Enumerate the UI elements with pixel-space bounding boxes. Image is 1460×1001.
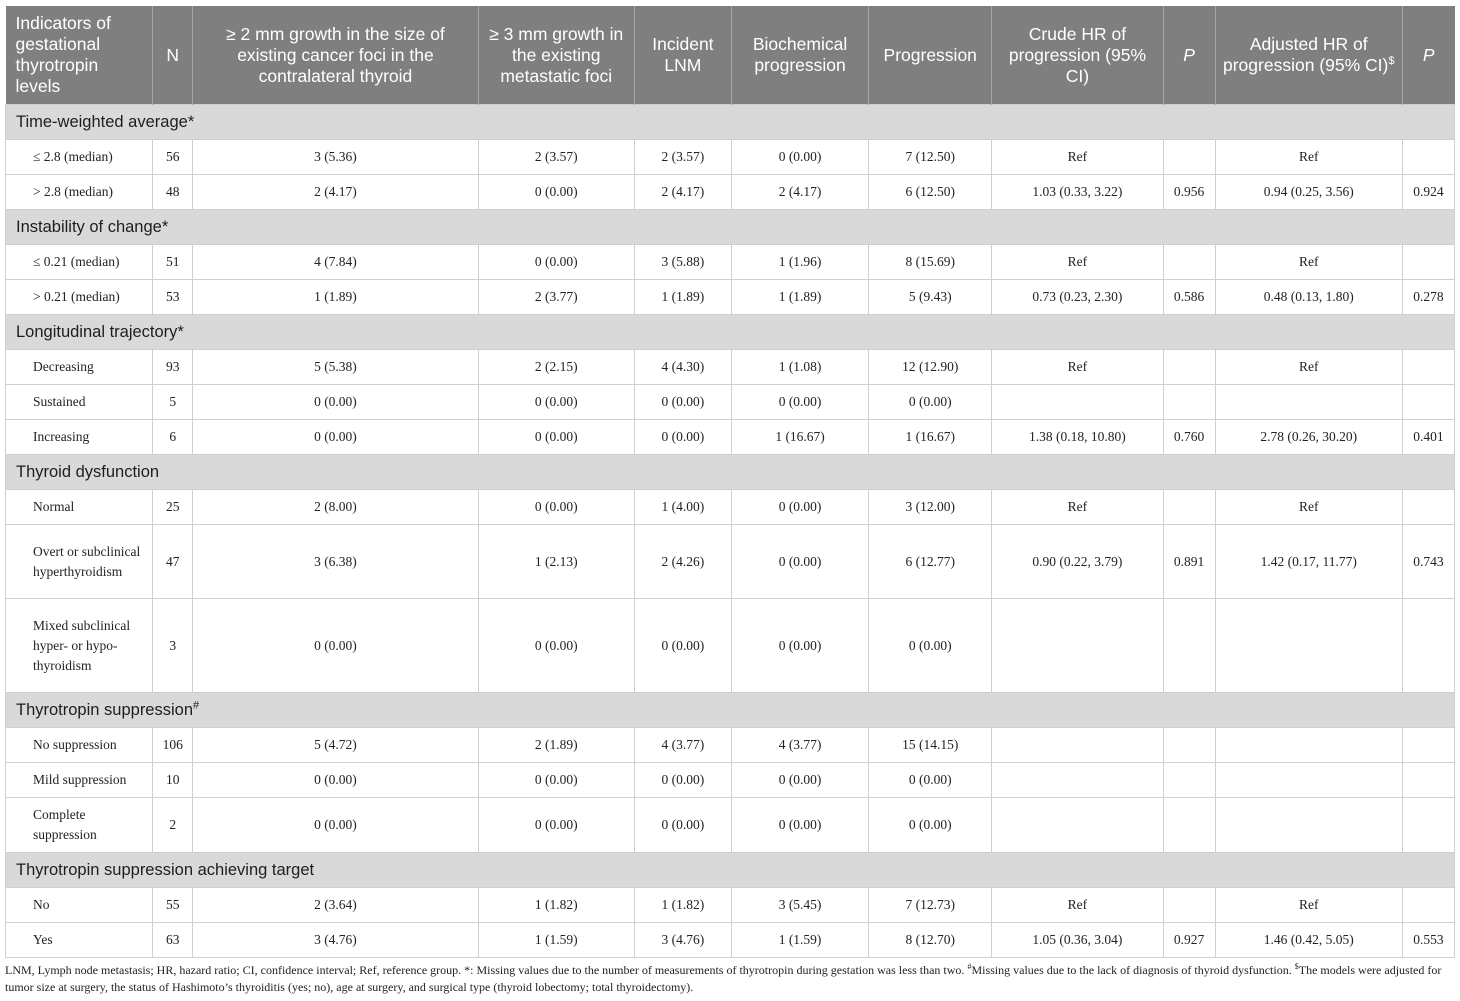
cell-bio: 0 (0.00) [731,385,868,420]
cell-n: 2 [153,798,193,853]
cell-p2: 0.924 [1402,175,1454,210]
cell-crude: Ref [992,140,1163,175]
header-p-adjusted: P [1402,6,1454,105]
cell-n: 106 [153,728,193,763]
section-row-dysfunction [6,455,1455,490]
cell-adj: Ref [1215,888,1402,923]
table-row [6,888,1455,923]
cell-bio: 4 (3.77) [731,728,868,763]
cell-g3: 1 (1.82) [478,888,634,923]
cell-g3: 2 (1.89) [478,728,634,763]
cell-n: 53 [153,280,193,315]
header-progression: Progression [869,6,992,105]
table-row [6,763,1455,798]
cell-g2: 0 (0.00) [193,599,478,693]
cell-label: > 2.8 (median) [6,175,153,210]
cell-crude [992,385,1163,420]
cell-label: Overt or subclinical hyperthyroidism [6,525,153,599]
cell-adj: Ref [1215,350,1402,385]
cell-bio: 2 (4.17) [731,175,868,210]
cell-adj: 0.48 (0.13, 1.80) [1215,280,1402,315]
cell-prog: 8 (12.70) [869,923,992,958]
cell-bio: 0 (0.00) [731,763,868,798]
cell-n: 63 [153,923,193,958]
cell-lnm: 0 (0.00) [634,798,731,853]
header-growth-3mm: ≥ 3 mm growth in the existing metastatic foci [478,6,634,105]
header-adjusted-hr: Adjusted HR of progression (95% CI)$ [1215,6,1402,105]
header-n: N [153,6,193,105]
cell-bio: 0 (0.00) [731,798,868,853]
cell-lnm: 3 (4.76) [634,923,731,958]
cell-p2 [1402,385,1454,420]
section-row-instability [6,210,1455,245]
cell-label: Increasing [6,420,153,455]
cell-n: 47 [153,525,193,599]
table-row [6,280,1455,315]
cell-adj: 0.94 (0.25, 3.56) [1215,175,1402,210]
cell-crude: Ref [992,245,1163,280]
cell-p1 [1163,728,1215,763]
cell-g2: 5 (5.38) [193,350,478,385]
cell-g3: 0 (0.00) [478,599,634,693]
table-footnote: LNM, Lymph node metastasis; HR, hazard ratio; CI, confidence interval; Ref, reference group. *: Missing values due to the number of measurements of thyrotropin during gestation was less than two. #Missing values due to the lack of diagnosis of thyroid dysfunction. $The models were adjusted for tumor size at surgery, the status of Hashimoto’s thyroiditis (yes; no), age at surgery, and surgical type (thyroid lobectomy; total thyroidectomy). [5,962,1442,994]
header-row [6,6,1455,105]
cell-crude [992,763,1163,798]
cell-p2 [1402,728,1454,763]
cell-n: 51 [153,245,193,280]
header-indicators: Indicators of gestational thyrotropin levels [6,6,153,105]
section-row-twa [6,105,1455,140]
cell-g2: 5 (4.72) [193,728,478,763]
cell-p2: 0.401 [1402,420,1454,455]
cell-prog: 12 (12.90) [869,350,992,385]
cell-prog: 7 (12.73) [869,888,992,923]
cell-p1: 0.956 [1163,175,1215,210]
cell-prog: 6 (12.77) [869,525,992,599]
cell-adj [1215,385,1402,420]
cell-g3: 2 (3.77) [478,280,634,315]
cell-g2: 2 (3.64) [193,888,478,923]
cell-g2: 3 (6.38) [193,525,478,599]
cell-label: Mild suppression [6,763,153,798]
cell-n: 10 [153,763,193,798]
cell-n: 56 [153,140,193,175]
cell-bio: 1 (1.96) [731,245,868,280]
cell-p1 [1163,245,1215,280]
cell-g2: 1 (1.89) [193,280,478,315]
cell-g2: 3 (4.76) [193,923,478,958]
header-crude-hr: Crude HR of progression (95% CI) [992,6,1163,105]
cell-n: 55 [153,888,193,923]
cell-bio: 3 (5.45) [731,888,868,923]
cell-p2 [1402,245,1454,280]
cell-p1: 0.927 [1163,923,1215,958]
cell-crude: Ref [992,888,1163,923]
cell-p1 [1163,140,1215,175]
cell-g3: 0 (0.00) [478,175,634,210]
section-row-trajectory [6,315,1455,350]
cell-bio: 0 (0.00) [731,140,868,175]
table-row [6,140,1455,175]
cell-bio: 1 (1.08) [731,350,868,385]
cell-lnm: 1 (1.82) [634,888,731,923]
cell-label: ≤ 0.21 (median) [6,245,153,280]
cell-p1: 0.760 [1163,420,1215,455]
section-row-target [6,853,1455,888]
cell-bio: 1 (1.89) [731,280,868,315]
cell-lnm: 2 (3.57) [634,140,731,175]
table-row [6,175,1455,210]
cell-adj [1215,763,1402,798]
cell-adj: Ref [1215,245,1402,280]
section-title: Longitudinal trajectory* [6,315,1455,350]
section-row-suppression [6,693,1455,728]
cell-g3: 0 (0.00) [478,420,634,455]
cell-p1 [1163,798,1215,853]
cell-prog: 0 (0.00) [869,798,992,853]
cell-crude [992,599,1163,693]
cell-crude: 0.73 (0.23, 2.30) [992,280,1163,315]
cell-g3: 0 (0.00) [478,245,634,280]
cell-adj [1215,728,1402,763]
cell-p2 [1402,888,1454,923]
cell-n: 5 [153,385,193,420]
section-title: Instability of change* [6,210,1455,245]
cell-label: Complete suppression [6,798,153,853]
cell-label: Yes [6,923,153,958]
cell-lnm: 2 (4.26) [634,525,731,599]
cell-prog: 5 (9.43) [869,280,992,315]
cell-p2 [1402,763,1454,798]
cell-bio: 0 (0.00) [731,599,868,693]
cell-g3: 0 (0.00) [478,763,634,798]
table-row [6,490,1455,525]
cell-p1 [1163,350,1215,385]
cell-prog: 0 (0.00) [869,385,992,420]
cell-lnm: 0 (0.00) [634,763,731,798]
cell-n: 6 [153,420,193,455]
cell-label: Decreasing [6,350,153,385]
cell-n: 25 [153,490,193,525]
cell-lnm: 2 (4.17) [634,175,731,210]
cell-bio: 0 (0.00) [731,525,868,599]
cell-crude: 1.05 (0.36, 3.04) [992,923,1163,958]
cell-prog: 6 (12.50) [869,175,992,210]
section-title: Thyrotropin suppression# [6,693,1455,728]
section-title: Time-weighted average* [6,105,1455,140]
cell-crude: 1.38 (0.18, 10.80) [992,420,1163,455]
cell-g2: 3 (5.36) [193,140,478,175]
cell-g2: 0 (0.00) [193,420,478,455]
cell-lnm: 4 (4.30) [634,350,731,385]
cell-p1 [1163,599,1215,693]
cell-crude [992,728,1163,763]
cell-p1: 0.891 [1163,525,1215,599]
cell-adj [1215,798,1402,853]
cell-p2 [1402,140,1454,175]
cell-label: Mixed subclinical hyper- or hypo-thyroidism [6,599,153,693]
cell-g3: 0 (0.00) [478,490,634,525]
table-row [6,923,1455,958]
cell-lnm: 1 (4.00) [634,490,731,525]
cell-adj: 1.42 (0.17, 11.77) [1215,525,1402,599]
cell-g2: 2 (8.00) [193,490,478,525]
cell-g2: 4 (7.84) [193,245,478,280]
cell-adj [1215,599,1402,693]
cell-p1 [1163,385,1215,420]
cell-p2 [1402,599,1454,693]
cell-n: 93 [153,350,193,385]
cell-label: > 0.21 (median) [6,280,153,315]
section-title: Thyrotropin suppression achieving target [6,853,1455,888]
cell-g2: 0 (0.00) [193,385,478,420]
cell-crude: 1.03 (0.33, 3.22) [992,175,1163,210]
cell-p1: 0.586 [1163,280,1215,315]
cell-lnm: 3 (5.88) [634,245,731,280]
results-table-container [5,6,1455,958]
cell-prog: 0 (0.00) [869,599,992,693]
cell-prog: 15 (14.15) [869,728,992,763]
cell-bio: 0 (0.00) [731,490,868,525]
cell-lnm: 0 (0.00) [634,599,731,693]
cell-prog: 7 (12.50) [869,140,992,175]
cell-g2: 0 (0.00) [193,798,478,853]
cell-prog: 0 (0.00) [869,763,992,798]
cell-p2: 0.278 [1402,280,1454,315]
cell-label: No [6,888,153,923]
header-biochemical: Biochemical progression [731,6,868,105]
cell-prog: 1 (16.67) [869,420,992,455]
cell-p2: 0.553 [1402,923,1454,958]
cell-n: 3 [153,599,193,693]
cell-p2 [1402,490,1454,525]
cell-adj: Ref [1215,490,1402,525]
header-growth-2mm: ≥ 2 mm growth in the size of existing cancer foci in the contralateral thyroid [193,6,478,105]
cell-adj: 2.78 (0.26, 30.20) [1215,420,1402,455]
cell-crude [992,798,1163,853]
cell-p2 [1402,798,1454,853]
cell-label: Sustained [6,385,153,420]
table-row [6,525,1455,599]
cell-label: Normal [6,490,153,525]
cell-label: ≤ 2.8 (median) [6,140,153,175]
table-row [6,798,1455,853]
cell-p1 [1163,888,1215,923]
section-title: Thyroid dysfunction [6,455,1455,490]
cell-adj: 1.46 (0.42, 5.05) [1215,923,1402,958]
cell-crude: Ref [992,490,1163,525]
table-row [6,599,1455,693]
cell-g3: 0 (0.00) [478,798,634,853]
cell-crude: 0.90 (0.22, 3.79) [992,525,1163,599]
cell-g3: 2 (2.15) [478,350,634,385]
cell-n: 48 [153,175,193,210]
cell-g2: 0 (0.00) [193,763,478,798]
cell-lnm: 0 (0.00) [634,420,731,455]
cell-g2: 2 (4.17) [193,175,478,210]
cell-lnm: 0 (0.00) [634,385,731,420]
progression-table [5,6,1455,958]
cell-prog: 3 (12.00) [869,490,992,525]
cell-bio: 1 (16.67) [731,420,868,455]
cell-lnm: 1 (1.89) [634,280,731,315]
cell-p1 [1163,490,1215,525]
cell-prog: 8 (15.69) [869,245,992,280]
header-incident-lnm: Incident LNM [634,6,731,105]
cell-g3: 1 (1.59) [478,923,634,958]
table-row [6,728,1455,763]
cell-p1 [1163,763,1215,798]
cell-g3: 2 (3.57) [478,140,634,175]
table-row [6,420,1455,455]
cell-g3: 0 (0.00) [478,385,634,420]
cell-p2: 0.743 [1402,525,1454,599]
cell-lnm: 4 (3.77) [634,728,731,763]
cell-g3: 1 (2.13) [478,525,634,599]
table-row [6,245,1455,280]
cell-crude: Ref [992,350,1163,385]
cell-p2 [1402,350,1454,385]
cell-label: No suppression [6,728,153,763]
table-row [6,350,1455,385]
cell-adj: Ref [1215,140,1402,175]
table-row [6,385,1455,420]
header-p-crude: P [1163,6,1215,105]
cell-bio: 1 (1.59) [731,923,868,958]
